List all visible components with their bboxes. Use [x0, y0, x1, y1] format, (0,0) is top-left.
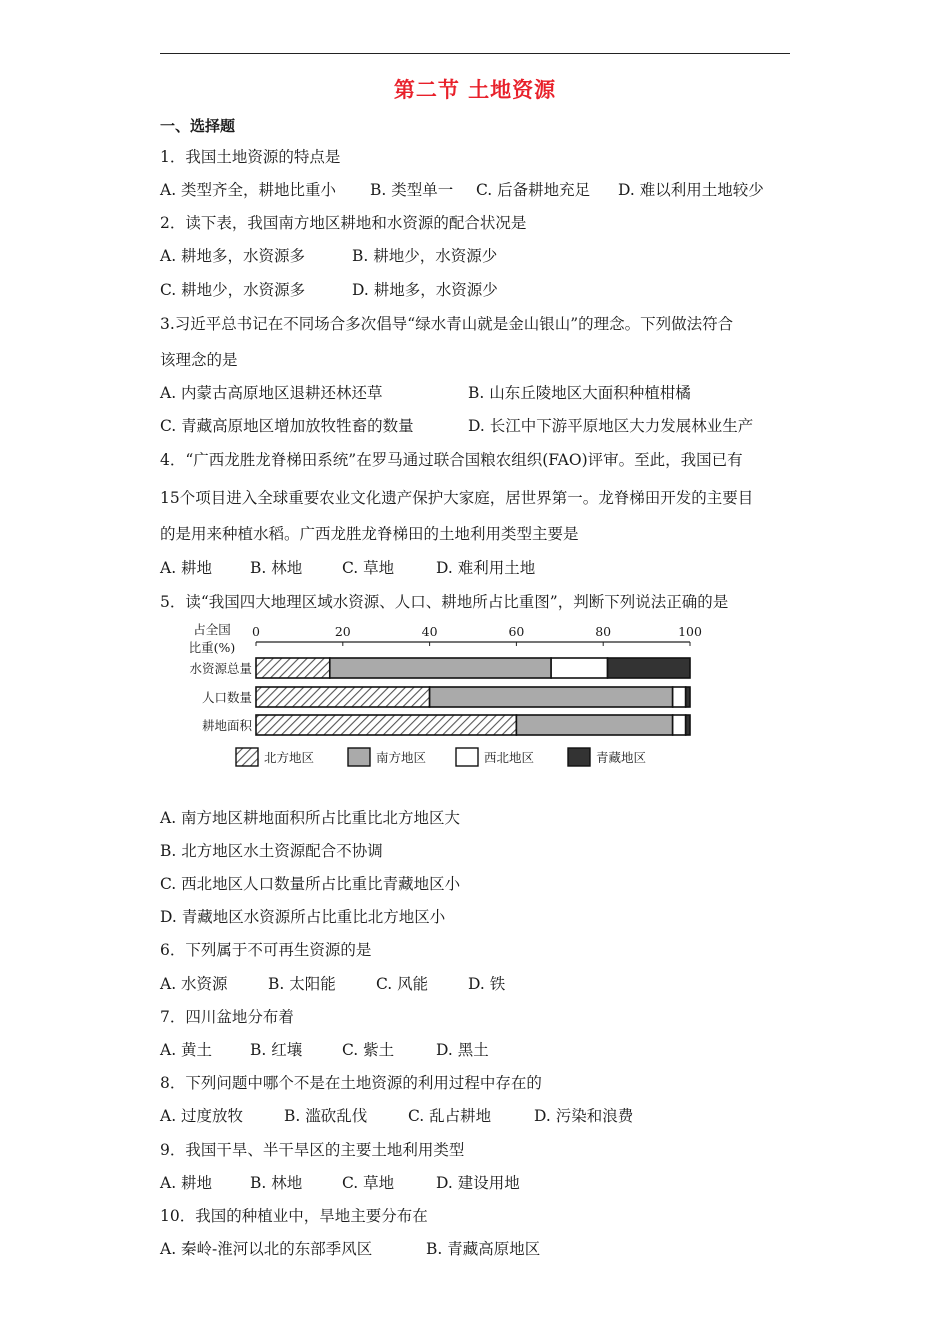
q2-option-b: B. 耕地少，水资源少	[352, 247, 498, 265]
q2-option-c: C. 耕地少，水资源多	[160, 281, 306, 299]
q8-option-c: C. 乱占耕地	[408, 1107, 492, 1125]
section-heading: 一、选择题	[160, 117, 236, 135]
q7-stem: 7．四川盆地分布着	[160, 1008, 294, 1026]
q3-option-b: B. 山东丘陵地区大面积种植柑橘	[468, 384, 691, 402]
q4-stem-line2: 15个项目进入全球重要农业文化遗产保护大家庭，居世界第一。龙脊梯田开发的主要目	[160, 489, 754, 507]
legend-swatch	[568, 748, 590, 766]
legend-swatch	[348, 748, 370, 766]
bar-segment	[256, 687, 430, 707]
q9-option-d: D. 建设用地	[436, 1174, 520, 1192]
q9-option-c: C. 草地	[342, 1174, 395, 1192]
legend-swatch	[456, 748, 478, 766]
x-tick-label: 80	[595, 624, 612, 639]
q5-option-a: A. 南方地区耕地面积所占比重比北方地区大	[160, 809, 461, 827]
q5-option-c: C. 西北地区人口数量所占比重比青藏地区小	[160, 875, 461, 893]
legend-label: 北方地区	[264, 750, 315, 765]
q8-option-d: D. 污染和浪费	[534, 1107, 634, 1125]
q5-option-b: B. 北方地区水土资源配合不协调	[160, 842, 383, 860]
q4-option-c: C. 草地	[342, 559, 395, 577]
q4-stem-line3: 的是用来种植水稻。广西龙胜龙脊梯田的土地利用类型主要是	[160, 525, 579, 543]
q9-option-a: A. 耕地	[160, 1174, 213, 1192]
bar-segment	[430, 687, 673, 707]
legend-label: 西北地区	[484, 750, 535, 765]
q9-stem: 9．我国干旱、半干旱区的主要土地利用类型	[160, 1141, 465, 1159]
page-title: 第二节 土地资源	[393, 78, 557, 102]
x-tick-label: 40	[421, 624, 438, 639]
q7-option-a: A. 黄土	[160, 1041, 213, 1059]
q6-stem: 6．下列属于不可再生资源的是	[160, 941, 372, 959]
x-tick-label: 20	[334, 624, 351, 639]
q2-stem: 2．读下表，我国南方地区耕地和水资源的配合状况是	[160, 214, 527, 232]
bar-segment	[608, 658, 690, 678]
q4-option-a: A. 耕地	[160, 559, 213, 577]
q1-option-c: C. 后备耕地充足	[476, 181, 591, 199]
q9-option-b: B. 林地	[250, 1174, 303, 1192]
q3-option-d: D. 长江中下游平原地区大力发展林业生产	[468, 417, 754, 435]
x-tick-label: 0	[252, 624, 260, 639]
q6-option-c: C. 风能	[376, 975, 429, 993]
q7-option-b: B. 红壤	[250, 1041, 303, 1059]
category-label: 水资源总量	[189, 661, 252, 676]
axis-title-line2: 比重(%)	[188, 640, 236, 655]
bar-segment	[330, 658, 551, 678]
q5-option-d: D. 青藏地区水资源所占比重比北方地区小	[160, 908, 446, 926]
category-label: 耕地面积	[201, 718, 252, 733]
q7-option-c: C. 紫土	[342, 1041, 395, 1059]
q10-option-a: A. 秦岭-淮河以北的东部季风区	[160, 1240, 373, 1258]
q4-option-d: D. 难利用土地	[436, 559, 536, 577]
bar-segment	[686, 687, 690, 707]
q6-option-b: B. 太阳能	[268, 975, 336, 993]
legend-label: 南方地区	[376, 750, 427, 765]
x-tick-label: 60	[508, 624, 525, 639]
x-tick-label: 100	[678, 624, 702, 639]
legend-swatch	[236, 748, 258, 766]
top-rule	[160, 53, 790, 54]
q1-option-b: B. 类型单一	[370, 181, 454, 199]
q5-stem: 5．读“我国四大地理区域水资源、人口、耕地所占比重图”，判断下列说法正确的是	[160, 593, 729, 611]
resource-share-chart	[160, 618, 720, 778]
q6-option-a: A. 水资源	[160, 975, 228, 993]
q10-option-b: B. 青藏高原地区	[426, 1240, 541, 1258]
q1-option-a: A. 类型齐全，耕地比重小	[160, 181, 337, 199]
q2-option-a: A. 耕地多，水资源多	[160, 247, 306, 265]
legend-label: 青藏地区	[596, 750, 647, 765]
bar-segment	[516, 715, 672, 735]
q10-stem: 10．我国的种植业中，旱地主要分布在	[160, 1207, 428, 1225]
q8-option-b: B. 滥砍乱伐	[284, 1107, 368, 1125]
q4-stem-line1: 4．“广西龙胜龙脊梯田系统”在罗马通过联合国粮农组织(FAO)评审。至此，我国已有	[160, 451, 743, 469]
q3-option-c: C. 青藏高原地区增加放牧牲畜的数量	[160, 417, 414, 435]
bar-segment	[256, 715, 516, 735]
q1-option-d: D. 难以利用土地较少	[618, 181, 764, 199]
q3-stem-line1: 3.习近平总书记在不同场合多次倡导“绿水青山就是金山银山”的理念。下列做法符合	[160, 315, 734, 333]
q3-stem-line2: 该理念的是	[160, 351, 238, 369]
axis-title-line1: 占全国	[193, 622, 231, 637]
q7-option-d: D. 黑土	[436, 1041, 489, 1059]
bar-segment	[686, 715, 690, 735]
q6-option-d: D. 铁	[468, 975, 506, 993]
q2-option-d: D. 耕地多，水资源少	[352, 281, 498, 299]
category-label: 人口数量	[201, 690, 252, 705]
q4-option-b: B. 林地	[250, 559, 303, 577]
q1-stem: 1．我国土地资源的特点是	[160, 148, 341, 166]
bar-segment	[551, 658, 607, 678]
bar-segment	[673, 715, 686, 735]
q8-stem: 8．下列问题中哪个不是在土地资源的利用过程中存在的	[160, 1074, 542, 1092]
q8-option-a: A. 过度放牧	[160, 1107, 244, 1125]
q3-option-a: A. 内蒙古高原地区退耕还林还草	[160, 384, 383, 402]
bar-segment	[673, 687, 686, 707]
bar-segment	[256, 658, 330, 678]
